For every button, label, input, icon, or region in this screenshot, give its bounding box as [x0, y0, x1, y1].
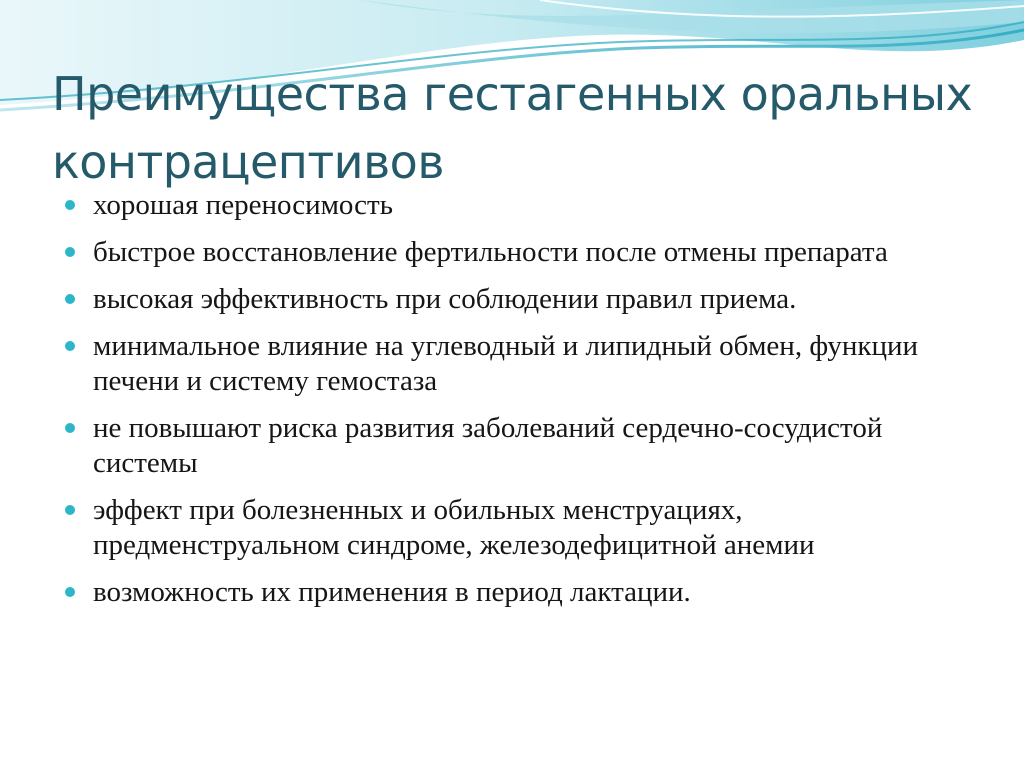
- list-item-text: хорошая переносимость: [93, 189, 393, 221]
- bullet-dot-icon: [65, 505, 75, 515]
- bullet-dot-icon: [65, 247, 75, 257]
- list-item: [60, 188, 960, 223]
- list-item: [60, 575, 960, 610]
- list-item: [60, 282, 960, 317]
- list-item: [60, 329, 960, 399]
- bullet-dot-icon: [65, 587, 75, 597]
- list-item-text: эффект при болезненных и обильных менструациях, предменструальном синдроме, железодефицитной анемии: [93, 494, 815, 561]
- list-item-text: не повышают риска развития заболеваний сердечно-сосудистой системы: [93, 412, 883, 479]
- list-item-text: высокая эффективность при соблюдении правил приема.: [93, 283, 797, 315]
- list-item-text: возможность их применения в период лактации.: [93, 576, 691, 608]
- slide-title: Преимущества гестагенных оральных контрацептивов: [52, 67, 973, 189]
- bullet-dot-icon: [65, 200, 75, 210]
- bullet-dot-icon: [65, 294, 75, 304]
- list-item: [60, 493, 960, 563]
- list-item-text: минимальное влияние на углеводный и липидный обмен, функции печени и систему гемостаза: [93, 330, 919, 397]
- bullet-list: [60, 188, 960, 622]
- bullet-dot-icon: [65, 423, 75, 433]
- list-item-text: быстрое восстановление фертильности после отмены препарата: [93, 236, 888, 268]
- bullet-dot-icon: [65, 341, 75, 351]
- list-item: [60, 411, 960, 481]
- list-item: [60, 235, 960, 270]
